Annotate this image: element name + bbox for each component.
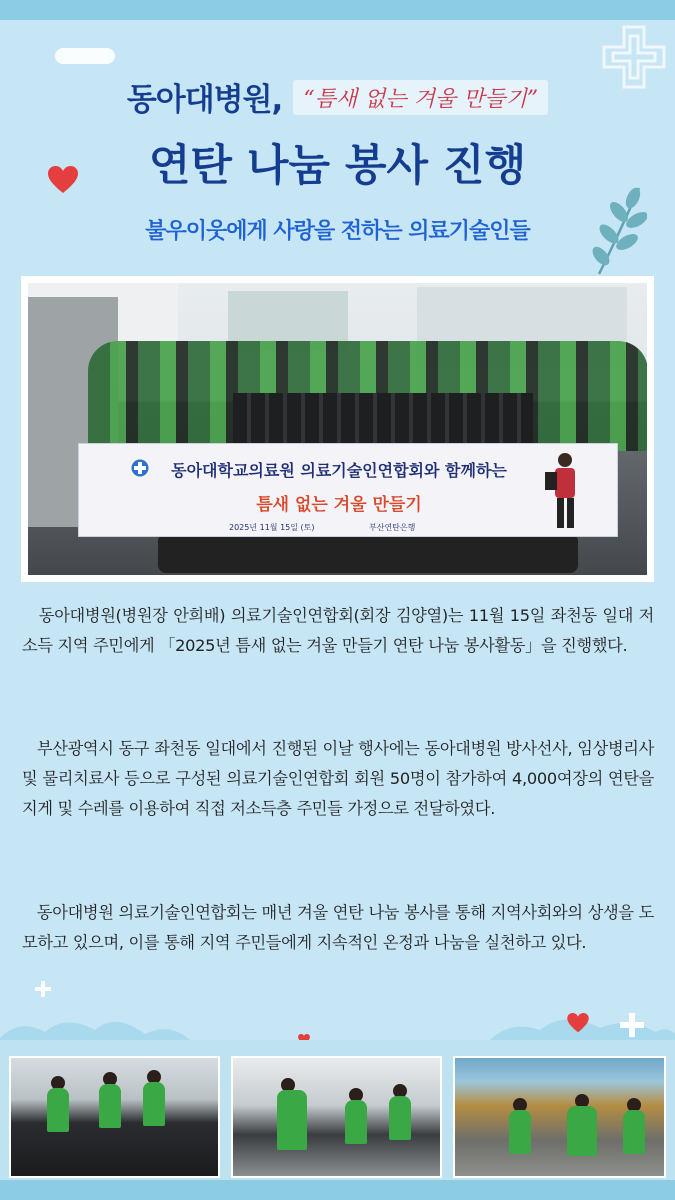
banner-illustration [533, 450, 589, 534]
heart-icon [567, 1013, 589, 1033]
headline-row-2: 연탄 나눔 봉사 진행 [148, 141, 527, 191]
cloud-decoration [55, 48, 115, 64]
article-paragraph-2 [22, 734, 654, 824]
bottom-border-bar [0, 1180, 675, 1200]
event-banner [78, 443, 618, 537]
photo-person [389, 1096, 411, 1140]
main-group-photo [21, 276, 654, 582]
photo-person [277, 1090, 307, 1150]
banner-organization: 부산연탄은행 [369, 523, 416, 532]
top-border-bar [0, 0, 675, 20]
thumbnail-photo-1 [9, 1056, 220, 1178]
photo-person [623, 1110, 645, 1154]
banner-headline: 동아대학교의료원 의료기술인연합회와 함께하는 [171, 461, 507, 480]
photo-person [143, 1082, 165, 1126]
photo-person [509, 1110, 531, 1154]
article-paragraph-3-text: 동아대병원 의료기술인연합회는 매년 겨울 연탄 나눔 봉사를 통해 지역사회와의 상생을 도모하고 있으며, 이를 통해 지역 주민들에게 지속적인 온정과 나눔을 실천하고 있다. [22, 903, 654, 952]
cross-icon [34, 980, 52, 998]
photo-person [345, 1100, 367, 1144]
headline-campaign-quote: “틈새 없는 겨울 만들기” [293, 80, 548, 115]
subtitle: 불우이웃에게 사랑을 전하는 의료기술인들 [145, 219, 530, 244]
article-paragraph-1-text: 동아대병원(병원장 안희배) 의료기술인연합회(회장 김양열)는 11월 15일 좌천동 일대 저소득 지역 주민에게 「2025년 틈새 없는 겨울 만들기 연탄 나눔 봉사활동」을 진행했다. [22, 606, 654, 655]
headline-hospital-name: 동아대병원, [126, 82, 283, 118]
article-paragraph-2-text: 부산광역시 동구 좌천동 일대에서 진행된 이날 행사에는 동아대병원 방사선사, 임상병리사 및 물리치료사 등으로 구성된 의료기술인연합회 회원 50명이 참가하여 4,000여장의 연탄을 지게 및 수레를 이용하여 직접 저소득층 주민들 가정으로 전달하였다. [22, 739, 654, 818]
banner-date: 2025년 11월 15일 (토) [229, 523, 315, 532]
photo-scene [28, 283, 647, 575]
thumbnail-photo-2 [231, 1056, 442, 1178]
photo-person [567, 1106, 597, 1156]
photo-person [99, 1084, 121, 1128]
article-paragraph-1 [22, 601, 654, 661]
headline-row-1 [0, 74, 675, 119]
photo-tarp [158, 533, 578, 573]
article-paragraph-3 [22, 898, 654, 958]
photo-person [47, 1088, 69, 1132]
cross-icon [619, 1012, 645, 1038]
banner-campaign-title: 틈새 없는 겨울 만들기 [256, 495, 422, 515]
thumbnail-photo-3 [453, 1056, 666, 1178]
